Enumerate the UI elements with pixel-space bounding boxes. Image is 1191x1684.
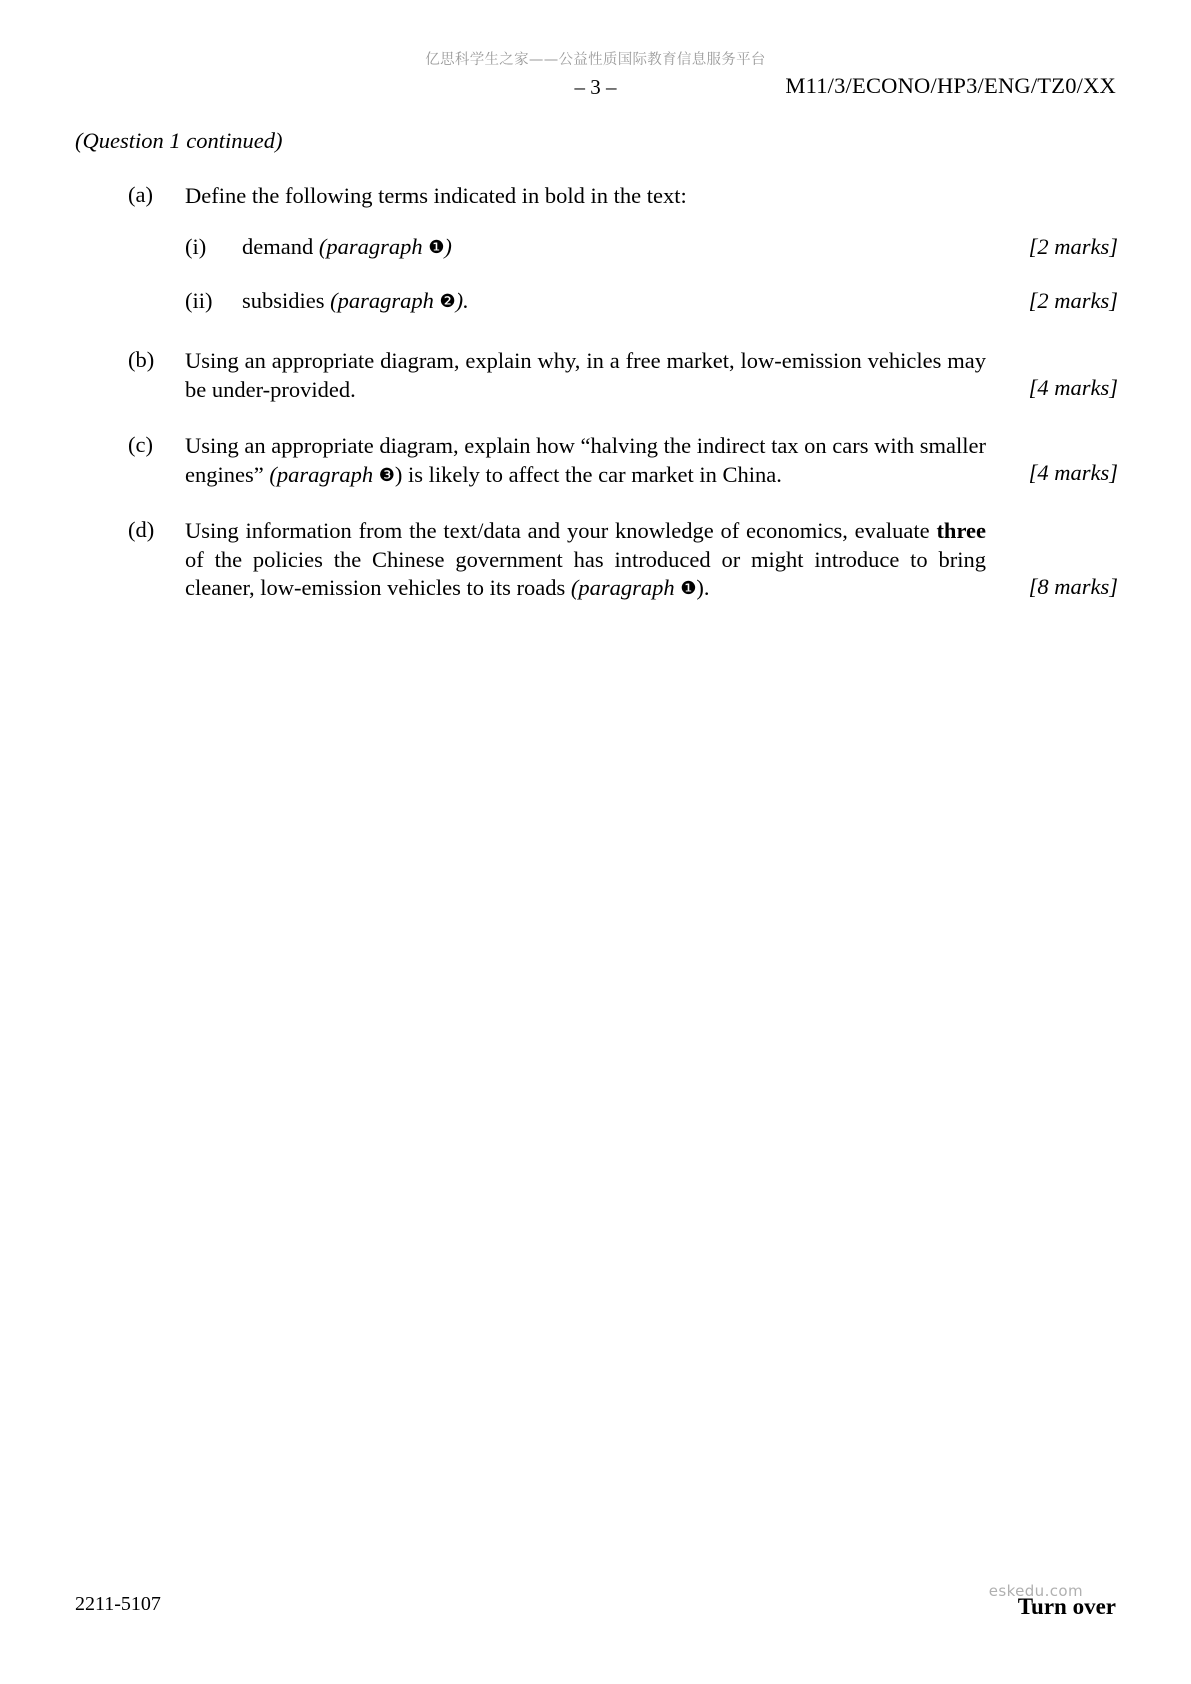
question-c-text-2: ) is likely to affect the car market in China. <box>394 461 782 487</box>
question-d-text-3: ). <box>696 575 710 601</box>
question-d-text <box>185 517 986 603</box>
question-a-i <box>128 234 1118 260</box>
question-c <box>128 432 1118 489</box>
question-d-label: (d) <box>128 517 155 542</box>
marks-a-i: [2 marks] <box>1028 234 1118 259</box>
marks-b: [4 marks] <box>1028 375 1118 400</box>
term-demand: demand <box>242 234 314 259</box>
marks-a-ii: [2 marks] <box>1028 288 1118 313</box>
paper-code: M11/3/ECONO/HP3/ENG/TZ0/XX <box>785 73 1116 98</box>
question-d-text-2: of the policies the Chinese government has introduced or might introduce to bring cleaner, low-emission vehicles to its roads <box>185 546 986 601</box>
term-subsidies: subsidies <box>242 288 325 313</box>
paragraph-marker-3-icon: ❸ <box>378 464 395 486</box>
question-a-ii-label: (ii) <box>185 288 213 313</box>
marks-c: [4 marks] <box>1028 460 1118 485</box>
paragraph-marker-2-icon: ❷ <box>439 291 456 312</box>
question-a-ii <box>128 288 1118 314</box>
question-c-text <box>185 432 986 489</box>
question-a-text: Define the following terms indicated in bold in the text: <box>185 183 687 208</box>
paren-close: ). <box>455 288 469 313</box>
question-a-ii-text <box>242 288 1118 314</box>
marks-d: [8 marks] <box>1028 574 1118 599</box>
paren-open: (paragraph <box>330 288 440 313</box>
question-c-label: (c) <box>128 432 153 457</box>
question-c-paren-open: (paragraph <box>269 461 379 487</box>
question-d-text-1: Using information from the text/data and your knowledge of economics, evaluate <box>185 518 937 543</box>
question-a-i-label: (i) <box>185 234 207 259</box>
paragraph-marker-1-icon: ❶ <box>428 237 445 258</box>
question-a-label: (a) <box>128 182 153 207</box>
document-code: 2211-5107 <box>75 1593 161 1615</box>
top-watermark: 亿思科学生之家——公益性质国际教育信息服务平台 <box>425 52 766 68</box>
question-b-label: (b) <box>128 347 155 372</box>
turn-over-label: Turn over <box>1017 1594 1116 1619</box>
bottom-watermark: eskedu.com <box>988 1582 1083 1600</box>
question-d-bold-word: three <box>936 518 986 543</box>
question-d-paren-open: (paragraph <box>570 575 681 601</box>
paren-close: ) <box>444 234 452 259</box>
question-b <box>128 347 1118 404</box>
page-number: – 3 – <box>574 75 617 99</box>
question-continued-note: (Question 1 continued) <box>75 128 283 153</box>
question-b-text: Using an appropriate diagram, explain why, in a free market, low-emission vehicles may be under-provided. <box>185 348 986 402</box>
question-a-i-text <box>242 234 1118 260</box>
question-c-text-1: Using an appropriate diagram, explain how “halving the indirect tax on cars with smaller engines” <box>185 433 987 487</box>
question-d <box>128 517 1118 603</box>
paragraph-marker-1-icon-d: ❶ <box>680 578 697 600</box>
paren-open: (paragraph <box>318 234 429 259</box>
question-a <box>128 182 1118 211</box>
